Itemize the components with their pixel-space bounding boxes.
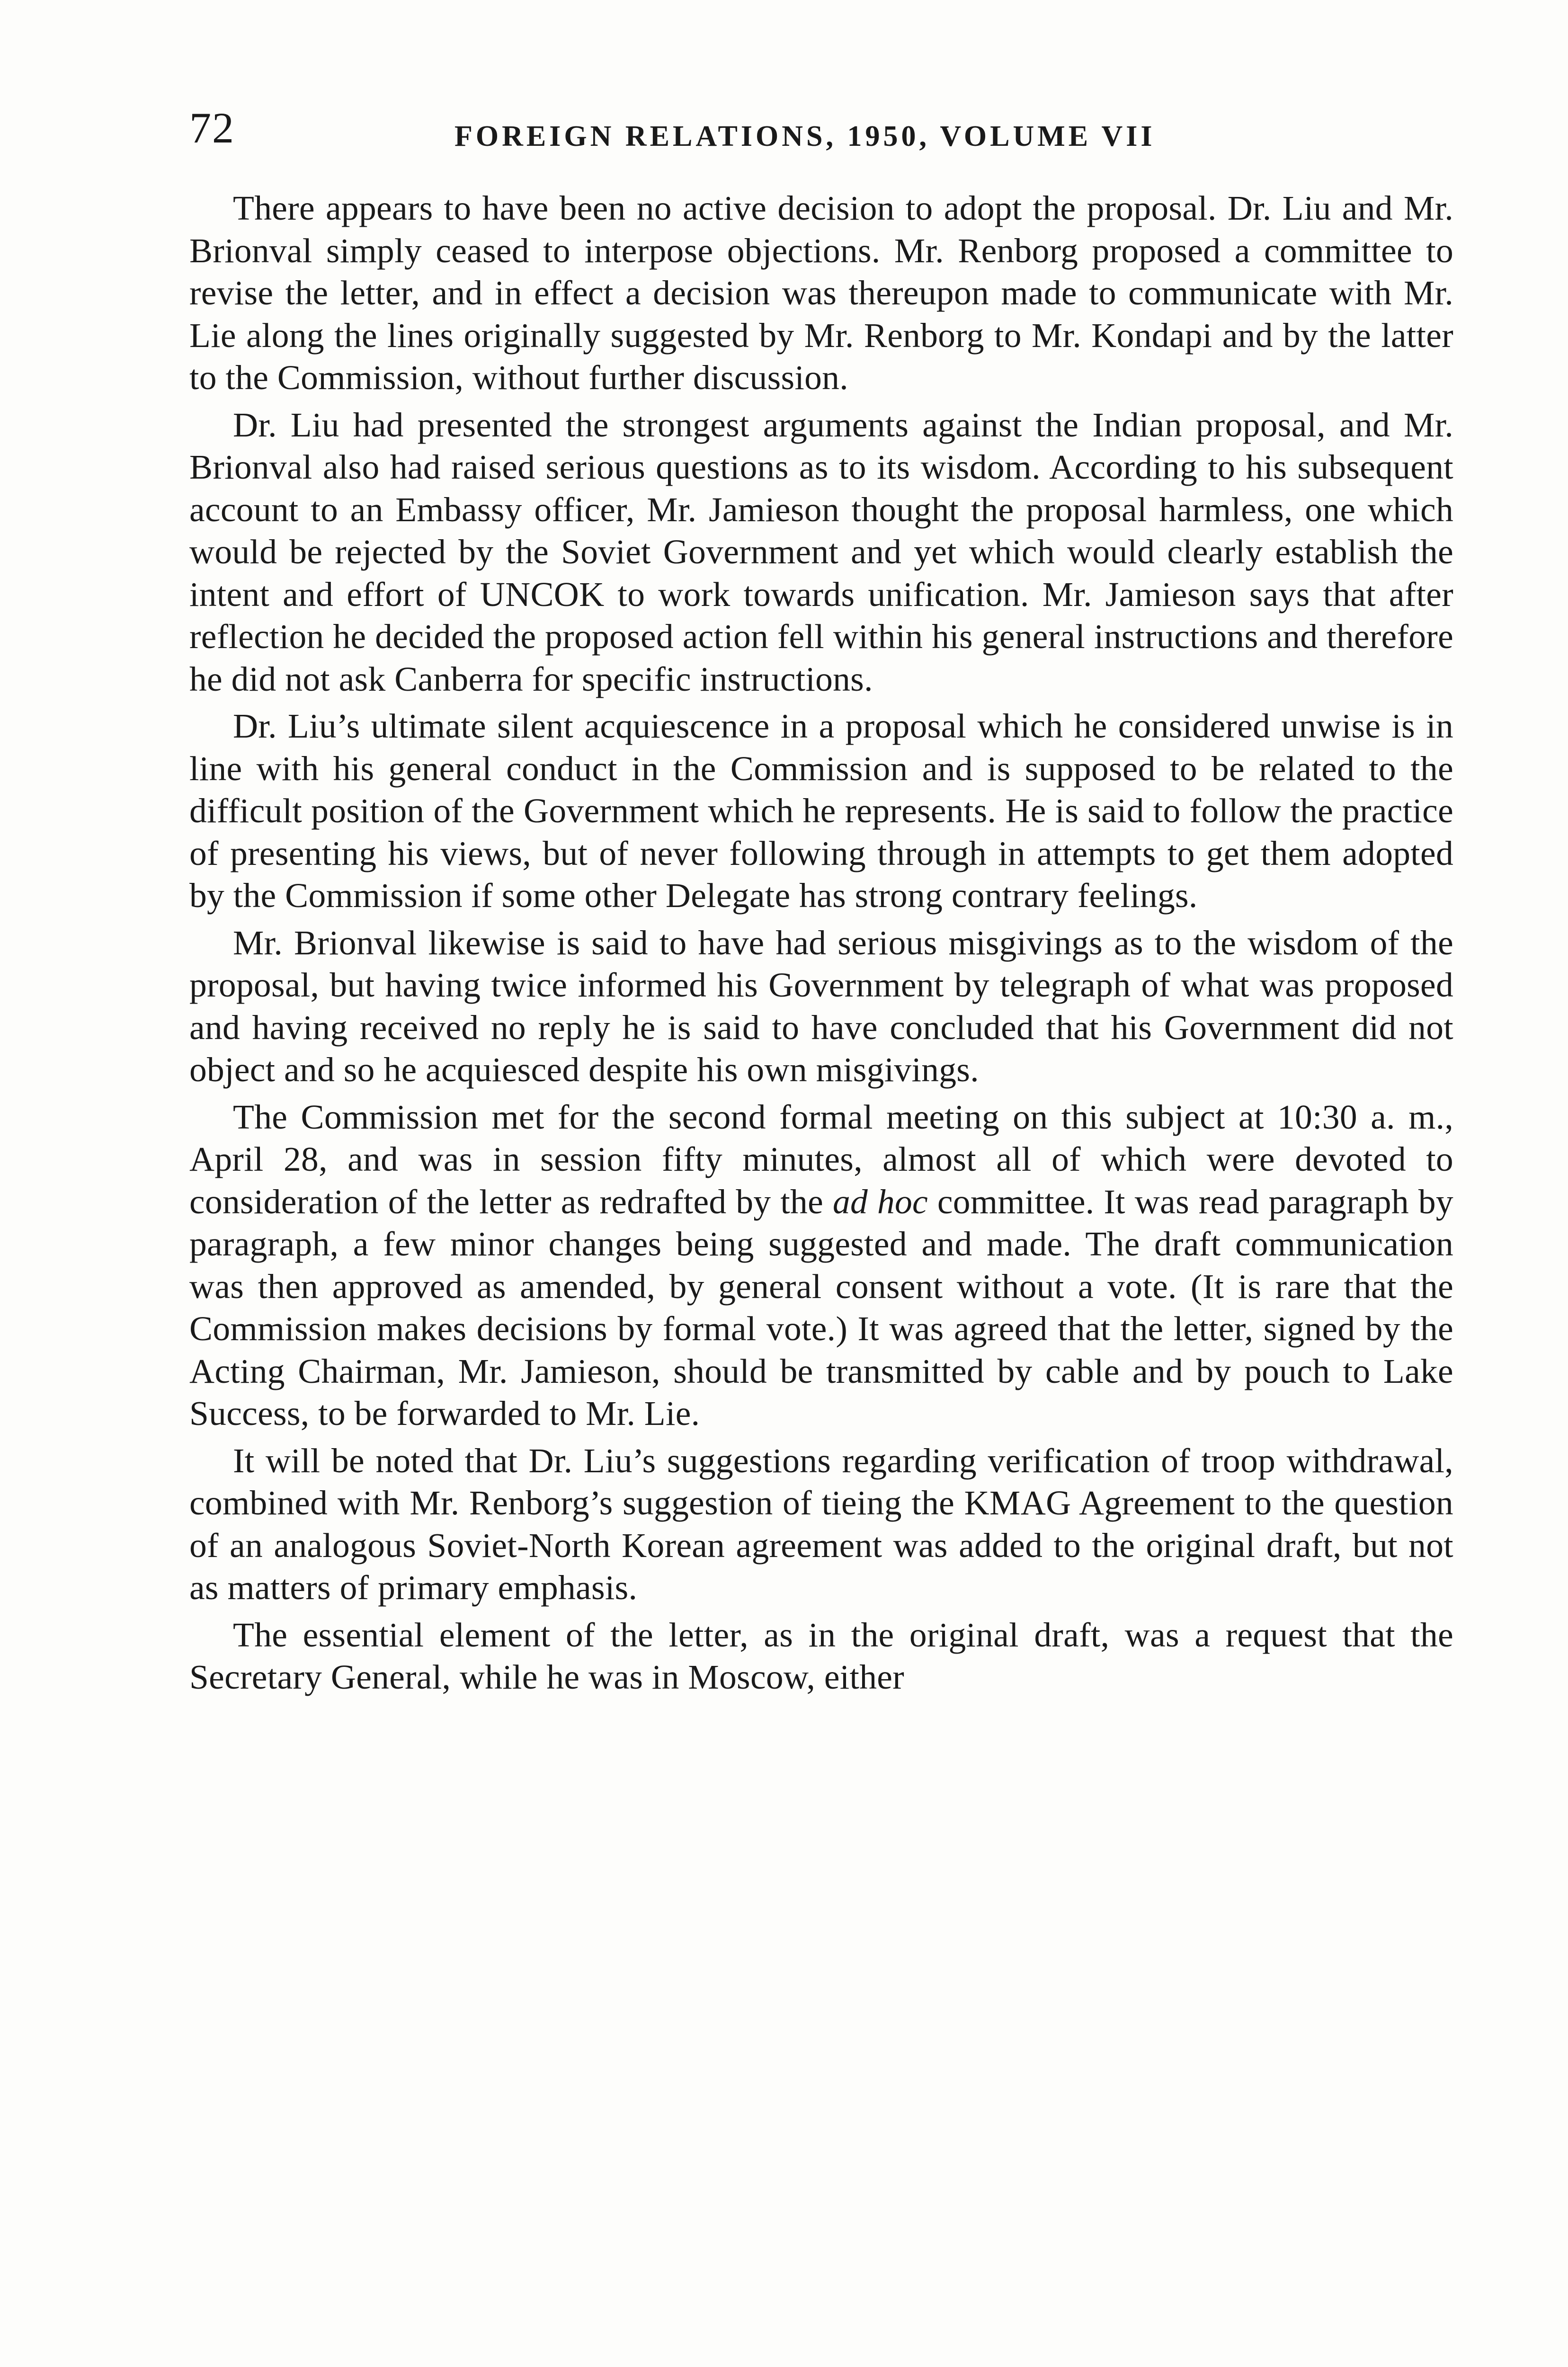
- paragraph-4: Mr. Brionval likewise is said to have had serious misgivings as to the wisdom of the proposal, but having twice informed his Government by telegraph of what was proposed and having received no reply he is said to have concluded that his Government did not object and so he acquiesced despite his own misgivings.: [189, 923, 1453, 1089]
- page-number: 72: [189, 104, 235, 152]
- page-header: [189, 97, 1449, 159]
- paragraph-7: The essential element of the letter, as in the original draft, was a request that the Secretary General, while he was in Moscow, either: [189, 1615, 1453, 1696]
- paragraph-1: There appears to have been no active decision to adopt the proposal. Dr. Liu and Mr. Brionval simply ceased to interpose objections. Mr. Renborg proposed a committee to revise the letter, and in effect a decision was thereupon made to communicate with Mr. Lie along the lines originally suggested by Mr. Renborg to Mr. Kondapi and by the latter to the Commission, without further discussion.: [189, 189, 1453, 397]
- paragraph-2: Dr. Liu had presented the strongest arguments against the Indian proposal, and Mr. Brionval also had raised serious questions as to its wisdom. According to his subsequent account to an Embassy officer, Mr. Jamieson thought the proposal harmless, one which would be rejected by the Soviet Government and yet which would clearly establish the intent and effort of UNCOK to work towards unification. Mr. Jamieson says that after reflection he decided the proposed action fell within his general instructions and therefore he did not ask Canberra for specific instructions.: [189, 405, 1453, 698]
- paragraph-5-italic: ad hoc: [832, 1182, 928, 1221]
- paragraph-5-part-1: The Commission met for the second formal meeting on this subject at 10:30 a. m., April 28, and was in session fifty minutes, almost all of which were devoted to consideration of the letter as redrafted by the: [189, 1097, 1453, 1221]
- body-text: [189, 187, 1453, 1703]
- paragraph-5: [189, 1096, 1453, 1435]
- paragraph-6: It will be noted that Dr. Liu’s suggestions regarding verification of troop withdrawal, combined with Mr. Renborg’s suggestion of tieing the KMAG Agreement to the question of an analogous Soviet-North Korean agreement was added to the original draft, but not as matters of primary emphasis.: [189, 1441, 1453, 1607]
- paragraph-5-part-2: committee. It was read paragraph by paragraph, a few minor changes being suggested and made. The draft communication was then approved as amended, by general consent without a vote. (It is rare that the Commission makes decisions by formal vote.) It was agreed that the letter, signed by the Acting Chairman, Mr. Jamieson, should be transmitted by cable and by pouch to Lake Success, to be forwarded to Mr. Lie.: [189, 1182, 1453, 1433]
- running-title: FOREIGN RELATIONS, 1950, VOLUME VII: [454, 120, 1156, 152]
- paragraph-3: Dr. Liu’s ultimate silent acquiescence in a proposal which he considered unwise is in line with his general conduct in the Commission and is supposed to be related to the difficult position of the Government which he represents. He is said to follow the practice of presenting his views, but of never following through in attempts to get them adopted by the Commission if some other Delegate has strong contrary feelings.: [189, 707, 1453, 915]
